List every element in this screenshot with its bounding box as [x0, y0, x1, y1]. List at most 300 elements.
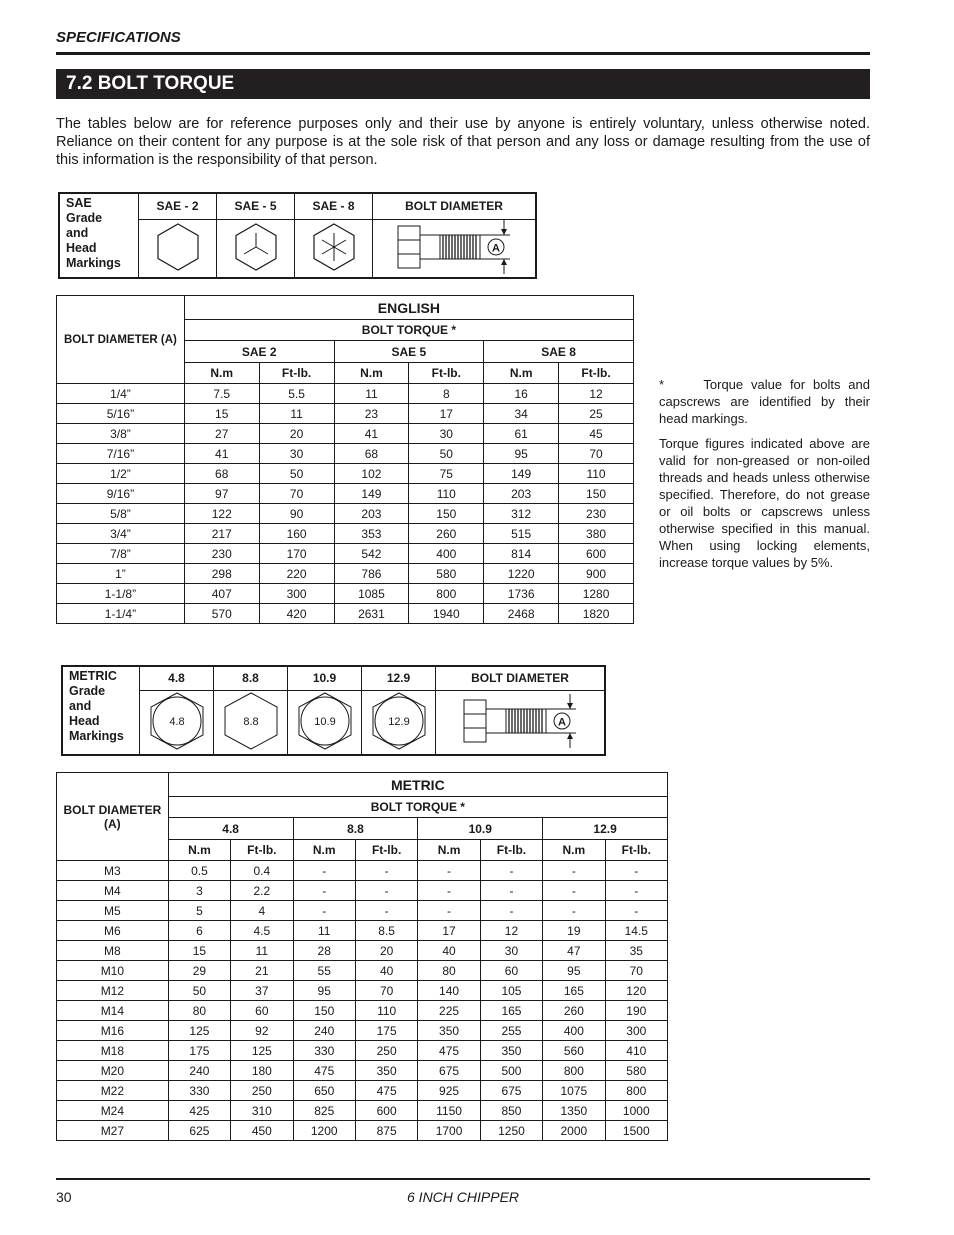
- torque-value-cell: 380: [559, 524, 634, 544]
- metric-unit-ftlb: Ft-lb.: [480, 840, 542, 861]
- torque-value-cell: 17: [409, 404, 484, 424]
- torque-value-cell: -: [355, 861, 417, 881]
- sae-2-head-icon: [139, 219, 217, 278]
- torque-value-cell: 475: [355, 1081, 417, 1101]
- torque-value-cell: 140: [418, 981, 480, 1001]
- torque-value-cell: 47: [543, 941, 605, 961]
- torque-value-cell: 1000: [605, 1101, 667, 1121]
- bolt-size-cell: M12: [57, 981, 169, 1001]
- bolt-size-cell: 5/16”: [57, 404, 185, 424]
- table-row: [57, 524, 634, 544]
- torque-value-cell: 330: [293, 1041, 355, 1061]
- torque-value-cell: 350: [355, 1061, 417, 1081]
- torque-value-cell: 45: [559, 424, 634, 444]
- torque-value-cell: 5.5: [259, 384, 334, 404]
- torque-value-cell: 580: [409, 564, 484, 584]
- bolt-size-cell: M6: [57, 921, 169, 941]
- torque-value-cell: 420: [259, 604, 334, 624]
- torque-value-cell: 2000: [543, 1121, 605, 1141]
- bolt-size-cell: 1-1/4”: [57, 604, 185, 624]
- torque-value-cell: 5: [168, 901, 230, 921]
- torque-value-cell: 150: [559, 484, 634, 504]
- bolt-size-cell: 5/8”: [57, 504, 185, 524]
- torque-value-cell: 1700: [418, 1121, 480, 1141]
- torque-value-cell: 240: [168, 1061, 230, 1081]
- torque-value-cell: 4: [231, 901, 293, 921]
- torque-value-cell: 1200: [293, 1121, 355, 1141]
- metric-bolt-diameter-header: BOLT DIAMETER (A): [57, 773, 169, 861]
- metric-grade-10-9: 10.9: [418, 818, 543, 840]
- torque-value-cell: 120: [605, 981, 667, 1001]
- svg-text:10.9: 10.9: [313, 715, 336, 728]
- torque-value-cell: -: [605, 901, 667, 921]
- torque-value-cell: -: [293, 881, 355, 901]
- torque-value-cell: 75: [409, 464, 484, 484]
- torque-value-cell: 1350: [543, 1101, 605, 1121]
- torque-value-cell: 110: [355, 1001, 417, 1021]
- torque-note-1: * Torque value for bolts and capscrews are identified by their head markings.: [659, 377, 870, 426]
- torque-value-cell: 30: [259, 444, 334, 464]
- torque-value-cell: 786: [334, 564, 409, 584]
- sae-bolt-diameter-icon: [373, 219, 537, 278]
- metric-markings-table: [61, 665, 606, 756]
- sae-5-grade-label: SAE - 5: [217, 193, 295, 219]
- metric-grade-4-8-label: 4.8: [140, 666, 214, 690]
- metric-section-header: METRIC: [168, 773, 667, 797]
- torque-value-cell: 407: [184, 584, 259, 604]
- metric-8-8-head-icon: [214, 690, 288, 755]
- torque-value-cell: 475: [418, 1041, 480, 1061]
- english-grade-sae8: SAE 8: [484, 341, 634, 363]
- torque-value-cell: 55: [293, 961, 355, 981]
- metric-markings-label: METRIC Grade and Head Markings: [62, 666, 140, 755]
- torque-value-cell: 260: [409, 524, 484, 544]
- torque-value-cell: 35: [605, 941, 667, 961]
- bolt-size-cell: 1/2”: [57, 464, 185, 484]
- torque-value-cell: 400: [409, 544, 484, 564]
- torque-value-cell: 300: [605, 1021, 667, 1041]
- torque-value-cell: 70: [559, 444, 634, 464]
- bolt-size-cell: 1/4”: [57, 384, 185, 404]
- english-unit-ftlb: Ft-lb.: [559, 363, 634, 384]
- torque-value-cell: -: [480, 881, 542, 901]
- table-row: [57, 504, 634, 524]
- bolt-size-cell: 1”: [57, 564, 185, 584]
- torque-value-cell: 1820: [559, 604, 634, 624]
- torque-value-cell: 1220: [484, 564, 559, 584]
- table-row: [57, 564, 634, 584]
- torque-value-cell: 41: [334, 424, 409, 444]
- intro-paragraph: The tables below are for reference purposes only and their use by anyone is entirely voluntary, unless otherwise noted. Reliance on their content for any purpose is at the sole risk of that person and any loss or damage resulting from the use of this information is the responsibility of that person.: [56, 116, 870, 168]
- torque-value-cell: 6: [168, 921, 230, 941]
- torque-value-cell: 11: [231, 941, 293, 961]
- torque-value-cell: 180: [231, 1061, 293, 1081]
- torque-value-cell: 875: [355, 1121, 417, 1141]
- torque-value-cell: 110: [559, 464, 634, 484]
- torque-value-cell: 800: [409, 584, 484, 604]
- bolt-size-cell: M24: [57, 1101, 169, 1121]
- torque-value-cell: 20: [259, 424, 334, 444]
- torque-value-cell: -: [355, 901, 417, 921]
- torque-value-cell: 34: [484, 404, 559, 424]
- torque-value-cell: 175: [355, 1021, 417, 1041]
- bolt-size-cell: M20: [57, 1061, 169, 1081]
- torque-value-cell: 220: [259, 564, 334, 584]
- torque-value-cell: 300: [259, 584, 334, 604]
- torque-value-cell: 17: [418, 921, 480, 941]
- torque-value-cell: 850: [480, 1101, 542, 1121]
- metric-unit-ftlb: Ft-lb.: [231, 840, 293, 861]
- torque-value-cell: 28: [293, 941, 355, 961]
- torque-value-cell: 68: [184, 464, 259, 484]
- torque-value-cell: 900: [559, 564, 634, 584]
- torque-value-cell: 814: [484, 544, 559, 564]
- torque-value-cell: -: [605, 881, 667, 901]
- bolt-size-cell: M18: [57, 1041, 169, 1061]
- torque-value-cell: 230: [559, 504, 634, 524]
- table-row: [57, 921, 668, 941]
- torque-value-cell: 29: [168, 961, 230, 981]
- table-row: [57, 881, 668, 901]
- table-row: [57, 1061, 668, 1081]
- bolt-size-cell: M16: [57, 1021, 169, 1041]
- torque-value-cell: 203: [484, 484, 559, 504]
- torque-value-cell: 330: [168, 1081, 230, 1101]
- torque-value-cell: 122: [184, 504, 259, 524]
- page-number: 30: [56, 1189, 72, 1205]
- torque-value-cell: 8.5: [355, 921, 417, 941]
- document-title: 6 INCH CHIPPER: [407, 1189, 520, 1205]
- torque-value-cell: 12: [480, 921, 542, 941]
- metric-grade-12-9-label: 12.9: [362, 666, 436, 690]
- table-row: [57, 424, 634, 444]
- torque-value-cell: 825: [293, 1101, 355, 1121]
- torque-value-cell: 410: [605, 1041, 667, 1061]
- torque-value-cell: 15: [184, 404, 259, 424]
- english-torque-table: [56, 295, 634, 624]
- torque-value-cell: 560: [543, 1041, 605, 1061]
- torque-value-cell: 14.5: [605, 921, 667, 941]
- torque-value-cell: 1736: [484, 584, 559, 604]
- table-row: [57, 1021, 668, 1041]
- metric-bolt-diameter-icon: [436, 690, 606, 755]
- torque-value-cell: 350: [418, 1021, 480, 1041]
- torque-value-cell: 400: [543, 1021, 605, 1041]
- torque-value-cell: 475: [293, 1061, 355, 1081]
- table-row: [57, 1041, 668, 1061]
- table-row: [57, 584, 634, 604]
- bolt-size-cell: M10: [57, 961, 169, 981]
- torque-value-cell: 149: [484, 464, 559, 484]
- metric-bolt-diameter-label: BOLT DIAMETER: [436, 666, 606, 690]
- torque-value-cell: 255: [480, 1021, 542, 1041]
- torque-value-cell: 125: [168, 1021, 230, 1041]
- table-row: [57, 1101, 668, 1121]
- torque-value-cell: 230: [184, 544, 259, 564]
- torque-value-cell: -: [480, 901, 542, 921]
- torque-value-cell: -: [543, 881, 605, 901]
- torque-value-cell: 800: [543, 1061, 605, 1081]
- torque-value-cell: 625: [168, 1121, 230, 1141]
- torque-value-cell: 11: [334, 384, 409, 404]
- torque-value-cell: 165: [543, 981, 605, 1001]
- torque-value-cell: 16: [484, 384, 559, 404]
- torque-value-cell: 2468: [484, 604, 559, 624]
- torque-value-cell: 190: [605, 1001, 667, 1021]
- torque-value-cell: 175: [168, 1041, 230, 1061]
- torque-value-cell: 650: [293, 1081, 355, 1101]
- torque-value-cell: 1150: [418, 1101, 480, 1121]
- torque-value-cell: 37: [231, 981, 293, 1001]
- torque-value-cell: 203: [334, 504, 409, 524]
- torque-value-cell: 149: [334, 484, 409, 504]
- torque-value-cell: 3: [168, 881, 230, 901]
- bolt-size-cell: 3/4”: [57, 524, 185, 544]
- metric-grade-12-9: 12.9: [543, 818, 668, 840]
- bolt-size-cell: 7/16”: [57, 444, 185, 464]
- english-table-body: [57, 384, 634, 624]
- torque-value-cell: 800: [605, 1081, 667, 1101]
- torque-value-cell: 40: [418, 941, 480, 961]
- bolt-size-cell: M22: [57, 1081, 169, 1101]
- table-row: [57, 384, 634, 404]
- torque-value-cell: 1280: [559, 584, 634, 604]
- torque-value-cell: 0.4: [231, 861, 293, 881]
- torque-value-cell: 600: [355, 1101, 417, 1121]
- torque-value-cell: 350: [480, 1041, 542, 1061]
- torque-value-cell: 1250: [480, 1121, 542, 1141]
- table-row: [57, 444, 634, 464]
- torque-value-cell: 102: [334, 464, 409, 484]
- torque-value-cell: 515: [484, 524, 559, 544]
- torque-value-cell: 8: [409, 384, 484, 404]
- torque-value-cell: 11: [293, 921, 355, 941]
- bolt-size-cell: M4: [57, 881, 169, 901]
- metric-torque-table: [56, 772, 668, 1141]
- bolt-size-cell: M5: [57, 901, 169, 921]
- torque-value-cell: 60: [480, 961, 542, 981]
- torque-value-cell: 50: [409, 444, 484, 464]
- english-unit-ftlb: Ft-lb.: [259, 363, 334, 384]
- section-header: SPECIFICATIONS: [56, 28, 870, 55]
- torque-value-cell: -: [418, 901, 480, 921]
- bolt-size-cell: 3/8”: [57, 424, 185, 444]
- bolt-size-cell: 9/16”: [57, 484, 185, 504]
- torque-value-cell: -: [293, 901, 355, 921]
- torque-value-cell: 353: [334, 524, 409, 544]
- torque-value-cell: 97: [184, 484, 259, 504]
- bolt-size-cell: M14: [57, 1001, 169, 1021]
- torque-value-cell: 150: [409, 504, 484, 524]
- metric-grade-10-9-label: 10.9: [288, 666, 362, 690]
- torque-value-cell: 250: [231, 1081, 293, 1101]
- english-unit-ftlb: Ft-lb.: [409, 363, 484, 384]
- torque-note-2: Torque figures indicated above are valid for non-greased or non-oiled threads and heads unless otherwise specified. Therefore, do not grease or oil bolts or capscrews unless otherwise specified in this manual. When using locking elements, increase torque values by 5%.: [659, 436, 870, 570]
- torque-value-cell: -: [605, 861, 667, 881]
- torque-value-cell: -: [480, 861, 542, 881]
- torque-value-cell: 1075: [543, 1081, 605, 1101]
- torque-value-cell: 217: [184, 524, 259, 544]
- torque-value-cell: 2631: [334, 604, 409, 624]
- bolt-size-cell: 7/8”: [57, 544, 185, 564]
- torque-value-cell: 298: [184, 564, 259, 584]
- torque-value-cell: 0.5: [168, 861, 230, 881]
- torque-value-cell: 60: [231, 1001, 293, 1021]
- torque-value-cell: 20: [355, 941, 417, 961]
- sae-5-head-icon: [217, 219, 295, 278]
- english-unit-nm: N.m: [184, 363, 259, 384]
- table-row: [57, 1121, 668, 1141]
- bolt-size-cell: M27: [57, 1121, 169, 1141]
- metric-grade-8-8: 8.8: [293, 818, 418, 840]
- table-row: [57, 464, 634, 484]
- torque-value-cell: 2.2: [231, 881, 293, 901]
- sae-bolt-diameter-label: BOLT DIAMETER: [373, 193, 537, 219]
- svg-text:4.8: 4.8: [168, 715, 185, 728]
- sae-8-grade-label: SAE - 8: [295, 193, 373, 219]
- torque-value-cell: -: [355, 881, 417, 901]
- torque-value-cell: 1500: [605, 1121, 667, 1141]
- torque-value-cell: -: [543, 901, 605, 921]
- english-bolt-diameter-header: BOLT DIAMETER (A): [57, 296, 185, 384]
- torque-value-cell: 90: [259, 504, 334, 524]
- english-grade-sae2: SAE 2: [184, 341, 334, 363]
- torque-value-cell: 50: [259, 464, 334, 484]
- torque-value-cell: 160: [259, 524, 334, 544]
- torque-value-cell: 450: [231, 1121, 293, 1141]
- bolt-size-cell: 1-1/8”: [57, 584, 185, 604]
- torque-value-cell: 250: [355, 1041, 417, 1061]
- torque-value-cell: 1940: [409, 604, 484, 624]
- metric-10-9-head-icon: [288, 690, 362, 755]
- torque-value-cell: 7.5: [184, 384, 259, 404]
- torque-value-cell: 570: [184, 604, 259, 624]
- torque-value-cell: -: [418, 861, 480, 881]
- torque-value-cell: 27: [184, 424, 259, 444]
- table-row: [57, 941, 668, 961]
- table-row: [57, 861, 668, 881]
- torque-value-cell: 40: [355, 961, 417, 981]
- torque-value-cell: 1085: [334, 584, 409, 604]
- torque-value-cell: 80: [418, 961, 480, 981]
- torque-value-cell: 70: [259, 484, 334, 504]
- metric-grade-8-8-label: 8.8: [214, 666, 288, 690]
- table-row: [57, 404, 634, 424]
- sae-8-head-icon: [295, 219, 373, 278]
- english-section-header: ENGLISH: [184, 296, 633, 320]
- torque-value-cell: 150: [293, 1001, 355, 1021]
- torque-value-cell: 110: [409, 484, 484, 504]
- english-unit-nm: N.m: [484, 363, 559, 384]
- svg-text:8.8: 8.8: [242, 715, 259, 728]
- torque-value-cell: 23: [334, 404, 409, 424]
- torque-value-cell: 11: [259, 404, 334, 424]
- bolt-size-cell: M3: [57, 861, 169, 881]
- torque-value-cell: 70: [605, 961, 667, 981]
- metric-torque-header: BOLT TORQUE *: [168, 797, 667, 818]
- torque-value-cell: 675: [418, 1061, 480, 1081]
- table-row: [57, 961, 668, 981]
- metric-unit-ftlb: Ft-lb.: [355, 840, 417, 861]
- metric-4-8-head-icon: [140, 690, 214, 755]
- torque-value-cell: 260: [543, 1001, 605, 1021]
- torque-value-cell: 25: [559, 404, 634, 424]
- sae-markings-label: SAE Grade and Head Markings: [59, 193, 139, 278]
- bolt-size-cell: M8: [57, 941, 169, 961]
- torque-value-cell: 4.5: [231, 921, 293, 941]
- table-row: [57, 484, 634, 504]
- torque-value-cell: 125: [231, 1041, 293, 1061]
- torque-value-cell: 50: [168, 981, 230, 1001]
- torque-value-cell: 61: [484, 424, 559, 444]
- torque-value-cell: 95: [543, 961, 605, 981]
- torque-value-cell: 41: [184, 444, 259, 464]
- metric-table-body: [57, 861, 668, 1141]
- table-row: [57, 981, 668, 1001]
- table-row: [57, 1001, 668, 1021]
- metric-12-9-head-icon: [362, 690, 436, 755]
- sae-2-grade-label: SAE - 2: [139, 193, 217, 219]
- torque-value-cell: 95: [293, 981, 355, 1001]
- torque-value-cell: -: [293, 861, 355, 881]
- metric-unit-nm: N.m: [168, 840, 230, 861]
- torque-value-cell: -: [418, 881, 480, 901]
- torque-value-cell: 30: [480, 941, 542, 961]
- torque-value-cell: 70: [355, 981, 417, 1001]
- torque-value-cell: 580: [605, 1061, 667, 1081]
- table-row: [57, 544, 634, 564]
- metric-unit-nm: N.m: [418, 840, 480, 861]
- svg-text:12.9: 12.9: [387, 715, 410, 728]
- torque-value-cell: 92: [231, 1021, 293, 1041]
- torque-value-cell: 105: [480, 981, 542, 1001]
- torque-value-cell: 500: [480, 1061, 542, 1081]
- torque-value-cell: 600: [559, 544, 634, 564]
- torque-value-cell: 95: [484, 444, 559, 464]
- page-title: 7.2 BOLT TORQUE: [56, 69, 870, 99]
- sae-callout-a: A: [492, 242, 500, 254]
- torque-value-cell: 310: [231, 1101, 293, 1121]
- torque-value-cell: 312: [484, 504, 559, 524]
- metric-callout-a: A: [558, 716, 566, 728]
- torque-value-cell: 170: [259, 544, 334, 564]
- metric-unit-ftlb: Ft-lb.: [605, 840, 667, 861]
- torque-value-cell: 80: [168, 1001, 230, 1021]
- torque-value-cell: 542: [334, 544, 409, 564]
- table-row: [57, 901, 668, 921]
- torque-value-cell: 925: [418, 1081, 480, 1101]
- torque-value-cell: 240: [293, 1021, 355, 1041]
- torque-value-cell: -: [543, 861, 605, 881]
- torque-value-cell: 425: [168, 1101, 230, 1121]
- torque-value-cell: 21: [231, 961, 293, 981]
- metric-grade-4-8: 4.8: [168, 818, 293, 840]
- metric-unit-nm: N.m: [293, 840, 355, 861]
- english-unit-nm: N.m: [334, 363, 409, 384]
- torque-value-cell: 12: [559, 384, 634, 404]
- table-row: [57, 604, 634, 624]
- sae-markings-table: [58, 192, 537, 279]
- torque-value-cell: 675: [480, 1081, 542, 1101]
- english-grade-sae5: SAE 5: [334, 341, 484, 363]
- torque-value-cell: 225: [418, 1001, 480, 1021]
- table-row: [57, 1081, 668, 1101]
- english-torque-header: BOLT TORQUE *: [184, 320, 633, 341]
- torque-value-cell: 30: [409, 424, 484, 444]
- torque-value-cell: 68: [334, 444, 409, 464]
- metric-unit-nm: N.m: [543, 840, 605, 861]
- torque-value-cell: 165: [480, 1001, 542, 1021]
